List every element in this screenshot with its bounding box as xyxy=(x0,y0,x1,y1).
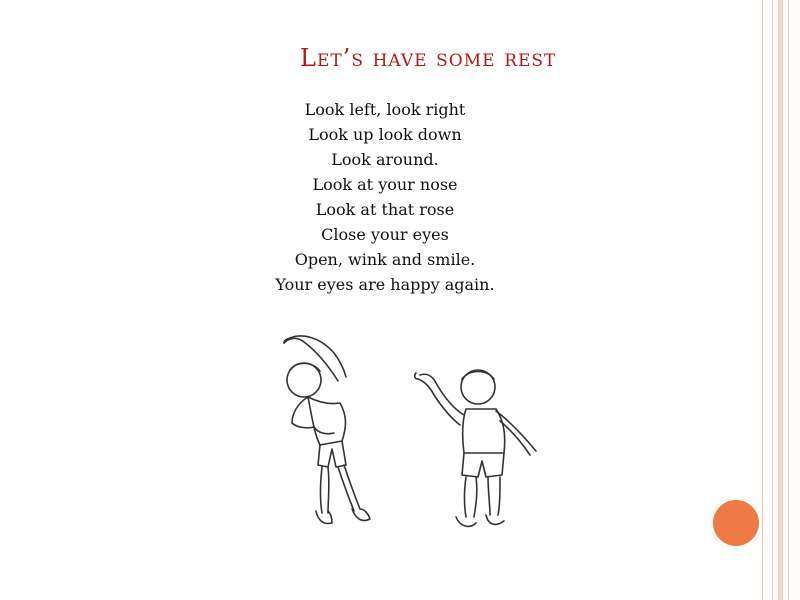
poem-line: Look at your nose xyxy=(312,175,458,194)
slide-title: Let’s have some rest xyxy=(300,44,557,72)
decorative-rail xyxy=(772,0,773,600)
poem-text xyxy=(200,97,570,297)
poem-line: Look up look down xyxy=(308,125,462,144)
decorative-rail xyxy=(788,0,789,600)
poem-line: Your eyes are happy again. xyxy=(275,275,495,294)
decorative-rail xyxy=(762,0,763,600)
poem-line: Look at that rose xyxy=(315,200,455,219)
poem-line: Close your eyes xyxy=(321,225,449,244)
accent-circle xyxy=(710,497,762,549)
child-bending-icon xyxy=(284,336,370,524)
children-exercising-icon xyxy=(250,325,550,545)
decorative-rail xyxy=(778,0,783,600)
poem-line: Look left, look right xyxy=(304,100,466,119)
poem-line: Look around. xyxy=(331,150,439,169)
poem-line: Open, wink and smile. xyxy=(294,250,476,269)
child-stretching-icon xyxy=(415,370,536,526)
